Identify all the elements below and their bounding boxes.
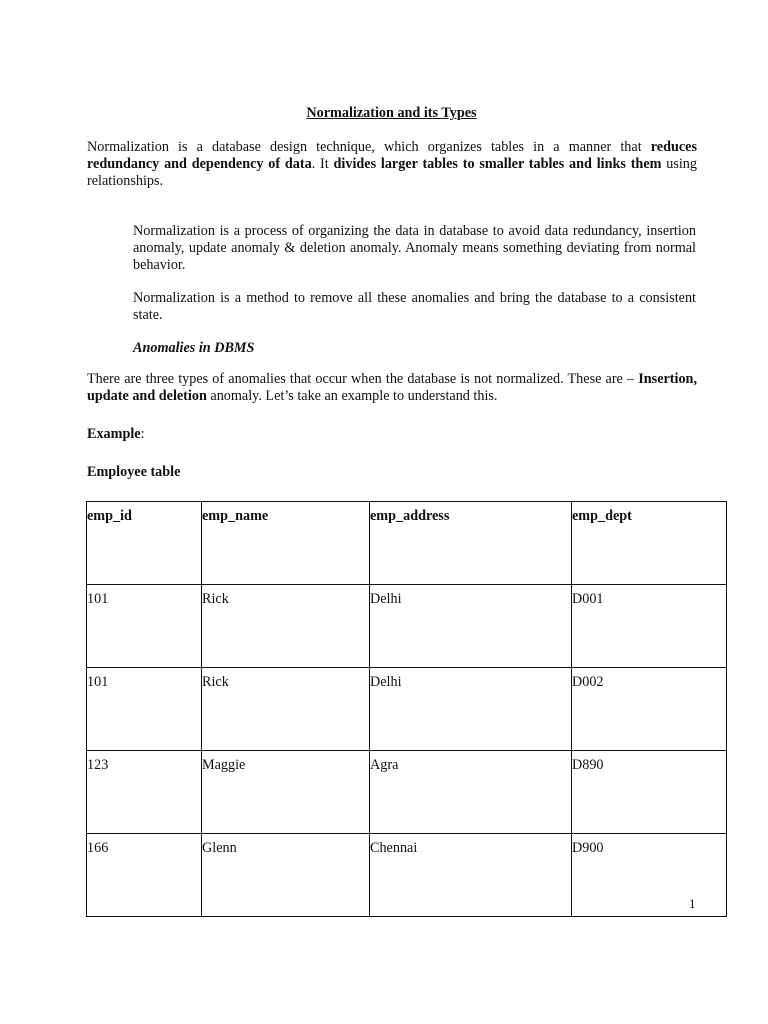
cell-emp-address: Delhi [370, 668, 572, 751]
cell-emp-id: 101 [87, 585, 202, 668]
anomalies-bold: Insertion, update and deletion [87, 371, 697, 404]
anomalies-subheading: Anomalies in DBMS [133, 340, 255, 356]
table-row [87, 668, 727, 751]
anomalies-paragraph [87, 371, 697, 405]
intro-text-3: using relationships. [87, 156, 697, 189]
table-row [87, 834, 727, 917]
intro-bold-2: divides larger tables to smaller tables and links them [333, 156, 662, 172]
header-emp-dept: emp_dept [572, 502, 727, 585]
anomalies-text-1: There are three types of anomalies that occur when the database is not normalized. These are – [87, 371, 639, 387]
intro-bold-1: reduces redundancy and dependency of data [87, 139, 697, 172]
employee-table [86, 501, 727, 917]
table-row [87, 585, 727, 668]
table-caption: Employee table [87, 464, 181, 480]
header-emp-name: emp_name [202, 502, 370, 585]
cell-emp-id: 101 [87, 668, 202, 751]
table-row [87, 751, 727, 834]
cell-emp-address: Delhi [370, 585, 572, 668]
cell-emp-id: 166 [87, 834, 202, 917]
intro-paragraph [87, 139, 697, 190]
cell-emp-dept: D001 [572, 585, 727, 668]
cell-emp-address: Agra [370, 751, 572, 834]
cell-emp-name: Glenn [202, 834, 370, 917]
cell-emp-dept: D890 [572, 751, 727, 834]
page-number: 1 [689, 896, 696, 911]
cell-emp-dept: D900 [572, 834, 727, 917]
example-colon: : [140, 426, 145, 442]
example-label [87, 426, 145, 443]
page-title: Normalization and its Types [306, 105, 477, 121]
intro-text-1: Normalization is a database design technique, which organizes tables in a manner that [87, 139, 651, 155]
header-emp-id: emp_id [87, 502, 202, 585]
anomalies-text-2: anomaly. Let’s take an example to understand this. [206, 388, 498, 404]
cell-emp-name: Rick [202, 668, 370, 751]
method-paragraph: Normalization is a method to remove all these anomalies and bring the database to a consistent state. [133, 290, 696, 323]
table-header-row [87, 502, 727, 585]
example-bold: Example [87, 426, 141, 442]
intro-text-2: . It [311, 156, 334, 172]
cell-emp-name: Rick [202, 585, 370, 668]
cell-emp-id: 123 [87, 751, 202, 834]
cell-emp-dept: D002 [572, 668, 727, 751]
header-emp-address: emp_address [370, 502, 572, 585]
cell-emp-address: Chennai [370, 834, 572, 917]
cell-emp-name: Maggie [202, 751, 370, 834]
definition-paragraph: Normalization is a process of organizing the data in database to avoid data redundancy, insertion anomaly, update anomaly & deletion anomaly. Anomaly means something deviating from normal behavior. [133, 223, 696, 273]
